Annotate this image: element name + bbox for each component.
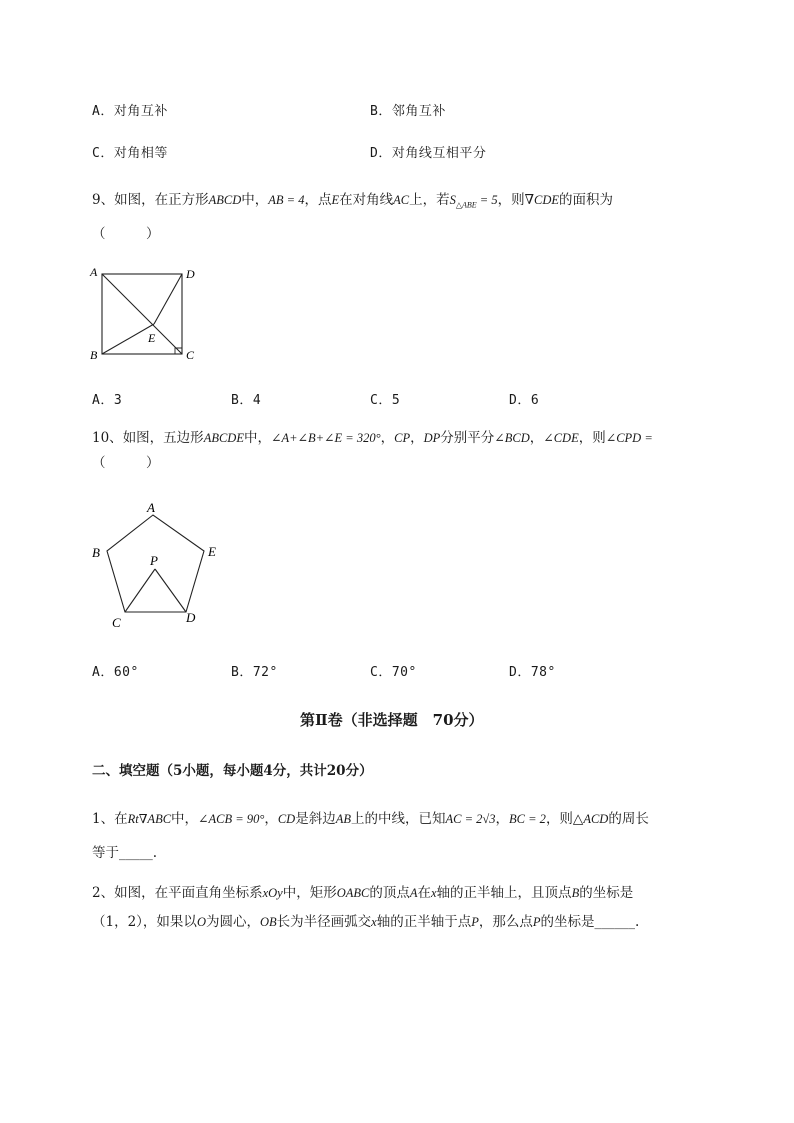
f2-stem: 2、如图，在平面直角坐标系xOy中，矩形OABC的顶点A在x轴的正半轴上，且顶点B的坐标是 (92, 885, 634, 901)
label-e: E (208, 544, 216, 559)
label-b: B (92, 545, 100, 560)
q9-option-b: B．4 (231, 393, 262, 408)
q10-pentagon-figure (86, 498, 226, 632)
q8-option-d: D．对角线互相平分 (370, 146, 487, 161)
diagonal-ac (102, 274, 182, 354)
label-d: D (186, 267, 195, 281)
segment-cp (125, 569, 155, 612)
section-2-title: 第Ⅱ卷（非选择题 70分） (300, 711, 484, 729)
segment-be (102, 324, 154, 354)
q8-option-a: A．对角互补 (92, 104, 168, 119)
q10-option-d: D．78° (509, 665, 556, 680)
label-a: A (90, 265, 98, 279)
q9-answer-paren: （ ） (92, 226, 160, 242)
q8-option-b: B．邻角互补 (370, 104, 446, 119)
q9-square-figure (86, 262, 206, 364)
q9-option-d: D．6 (509, 393, 540, 408)
label-c: C (186, 348, 195, 362)
label-p: P (150, 553, 158, 568)
q10-option-b: B．72° (231, 665, 278, 680)
q10-answer-paren: （ ） (92, 455, 160, 471)
f1-line-2: 等于_____. (92, 845, 158, 861)
f1-stem: 1、在Rt∇ABC中，∠ACB = 90°，CD是斜边AB上的中线，已知AC = 2√3，BC = 2，则△ACD的周长 (92, 811, 649, 827)
label-a: A (147, 500, 155, 515)
f2-line-2: （1，2），如果以O为圆心，OB长为半径画弧交x轴的正半轴于点P，那么点P的坐标是______. (92, 914, 640, 930)
q10-stem: 10、如图，五边形ABCDE中，∠A+∠B+∠E = 320°，CP，DP分别平分∠BCD，∠CDE，则∠CPD = (92, 430, 653, 446)
q10-option-c: C．70° (370, 665, 417, 680)
q10-option-a: A．60° (92, 665, 139, 680)
label-d: D (186, 610, 196, 625)
q9-stem: 9、如图，在正方形ABCD中，AB = 4，点E在对角线AC上，若$S_{\triangle ABE} = 5$，则∇CDE的面积为 (92, 192, 614, 210)
label-e: E (148, 331, 156, 345)
segment-de (154, 274, 182, 324)
q9-option-a: A．3 (92, 393, 123, 408)
label-b: B (90, 348, 98, 362)
q8-option-c: C．对角相等 (92, 146, 168, 161)
label-c: C (112, 615, 121, 630)
q9-option-c: C．5 (370, 393, 401, 408)
segment-dp (155, 569, 186, 612)
section-2-subtitle: 二、填空题（5小题，每小题4分，共计20分） (92, 763, 373, 779)
